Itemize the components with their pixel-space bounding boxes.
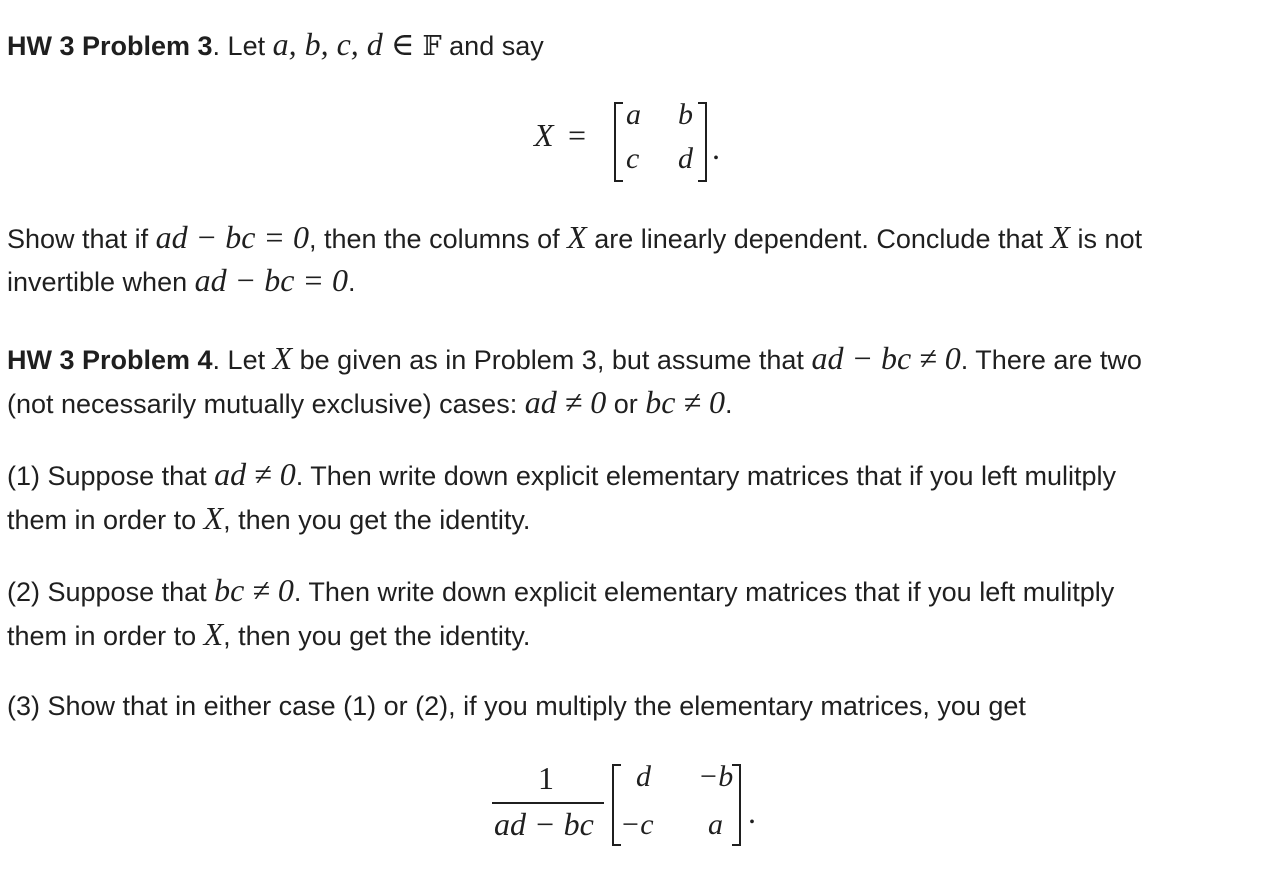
text-fragment: (3) Show that in either case (1) or (2), if you multiply the elementary matrices, you get <box>7 691 1026 721</box>
matrix-lhs: X <box>534 117 554 153</box>
matrix-cell: b <box>678 98 693 131</box>
math-condition: ad − bc ≠ 0 <box>811 340 961 376</box>
matrix-cell: d <box>636 760 651 793</box>
matrix-cell: d <box>678 142 693 175</box>
math-x: X <box>203 616 224 652</box>
text-fragment: (not necessarily mutually exclusive) cases: <box>7 389 525 419</box>
part1-line2 <box>7 496 530 542</box>
math-x: X <box>1050 219 1071 255</box>
text-fragment: . Let <box>212 345 273 375</box>
math-x: X <box>203 500 224 536</box>
math-condition: ad ≠ 0 <box>214 456 296 492</box>
matrix-cell: −c <box>620 808 654 841</box>
text-fragment: them in order to <box>7 505 204 535</box>
text-fragment: them in order to <box>7 621 204 651</box>
problem3-intro <box>7 22 544 69</box>
math-field: 𝔽 <box>422 31 442 62</box>
fraction-denominator: ad − bc <box>494 806 594 842</box>
problem4-intro-line2 <box>7 380 733 426</box>
text-fragment: is not <box>1070 224 1143 254</box>
math-x: X <box>272 340 293 376</box>
left-bracket <box>614 102 623 182</box>
text-fragment: be given as in Problem 3, but assume that <box>292 345 812 375</box>
part3-line1 <box>7 684 1026 728</box>
text-fragment: , then you get the identity. <box>223 621 531 651</box>
math-condition: ad − bc = 0 <box>155 219 309 255</box>
text-fragment: . <box>725 389 733 419</box>
right-bracket <box>698 102 707 182</box>
problem4-heading: HW 3 Problem 4 <box>7 345 213 375</box>
text-fragment: (2) Suppose that <box>7 577 215 607</box>
matrix-cell: a <box>708 808 723 841</box>
matrix-cell: a <box>626 98 641 131</box>
problem3-heading: HW 3 Problem 3 <box>7 31 213 61</box>
problem4-intro-line1 <box>7 336 1142 382</box>
text-fragment: (1) Suppose that <box>7 461 215 491</box>
math-vars: a, b, c, d <box>272 26 383 62</box>
part1-line1 <box>7 452 1116 498</box>
fraction-bar <box>492 802 604 804</box>
matrix-cell: −b <box>698 760 734 793</box>
math-elem: ∈ <box>382 26 423 62</box>
matrix-cell: c <box>626 142 640 175</box>
text-fragment: . Let <box>212 31 273 61</box>
equation-period: . <box>712 130 720 166</box>
matrix-equation-x <box>530 92 730 188</box>
math-ad-neq: ad ≠ 0 <box>524 384 607 420</box>
fraction-numerator: 1 <box>538 760 554 796</box>
text-fragment: . Then write down explicit elementary matrices that if you left mulitply <box>295 461 1117 491</box>
text-fragment: are linearly dependent. Conclude that <box>586 224 1051 254</box>
problem3-body-line1 <box>7 215 1142 261</box>
right-bracket <box>732 764 741 846</box>
text-fragment: , then you get the identity. <box>223 505 531 535</box>
inverse-formula <box>488 752 788 862</box>
math-condition: ad − bc = 0 <box>194 262 348 298</box>
equation-period: . <box>748 794 756 830</box>
part2-line2 <box>7 612 530 658</box>
text-fragment: or <box>606 389 646 419</box>
text-fragment: Show that if <box>7 224 156 254</box>
math-condition: bc ≠ 0 <box>214 572 294 608</box>
math-x: X <box>567 219 587 255</box>
equals-sign: = <box>568 117 587 153</box>
text-fragment: . <box>348 267 356 297</box>
text-fragment: . Then write down explicit elementary matrices that if you left mulitply <box>293 577 1115 607</box>
text-fragment: invertible when <box>7 267 195 297</box>
text-fragment: and say <box>441 31 544 61</box>
part2-line1 <box>7 568 1114 614</box>
math-bc-neq: bc ≠ 0 <box>645 384 726 420</box>
problem3-body-line2 <box>7 258 356 304</box>
text-fragment: . There are two <box>960 345 1142 375</box>
text-fragment: , then the columns of <box>308 224 568 254</box>
